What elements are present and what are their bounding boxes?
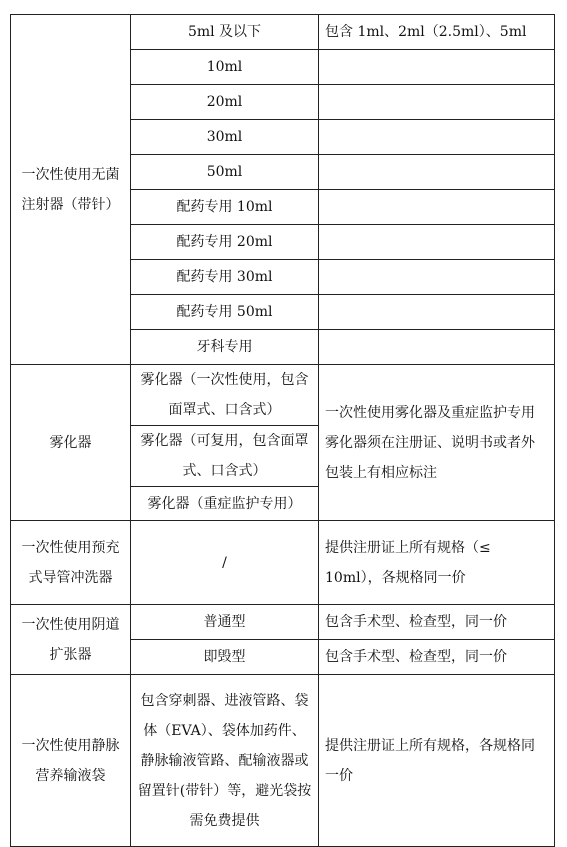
note-cell-empty [319, 225, 555, 260]
note-cell: 一次性使用雾化器及重症监护专用雾化器须在注册证、说明书或者外包装上有相应标注 [319, 365, 555, 521]
spec-cell: / [131, 521, 319, 605]
category-label: 一次性使用无菌注射器（带针） [21, 166, 120, 213]
spec-cell: 5ml 及以下 [131, 15, 319, 50]
note-cell: 提供注册证上所有规格（≤ 10ml），各规格同一价 [319, 521, 555, 605]
spec-cell: 普通型 [131, 605, 319, 640]
category-cell-syringe [11, 15, 131, 365]
spec-cell: 包含穿刺器、进液管路、袋体（EVA）、袋体加药件、静脉输液管路、配输液器或留置针(带针）等，避光袋按需免费提供 [131, 675, 319, 847]
note-cell: 包含手术型、检查型，同一价 [319, 640, 555, 675]
spec-cell: 牙科专用 [131, 330, 319, 365]
spec-cell: 即毁型 [131, 640, 319, 675]
note-cell-empty [319, 120, 555, 155]
spec-cell: 雾化器（一次性使用，包含面罩式、口含式） [131, 365, 319, 426]
spec-cell: 配药专用 20ml [131, 225, 319, 260]
spec-cell: 10ml [131, 50, 319, 85]
spec-cell: 30ml [131, 120, 319, 155]
note-cell-empty [319, 85, 555, 120]
spec-cell: 20ml [131, 85, 319, 120]
spec-cell: 雾化器（可复用，包含面罩式、口含式） [131, 426, 319, 487]
spec-cell: 配药专用 30ml [131, 260, 319, 295]
spec-cell: 50ml [131, 155, 319, 190]
category-cell-catheter-flush: 一次性使用预充式导管冲洗器 [11, 521, 131, 605]
note-cell: 包含 1ml、2ml（2.5ml）、5ml [319, 15, 555, 50]
note-cell: 提供注册证上所有规格，各规格同一价 [319, 675, 555, 847]
note-cell-empty [319, 190, 555, 225]
spec-cell: 配药专用 50ml [131, 295, 319, 330]
note-cell-empty [319, 155, 555, 190]
spec-cell: 雾化器（重症监护专用） [131, 487, 319, 521]
category-cell-nebulizer: 雾化器 [11, 365, 131, 521]
category-cell-speculum: 一次性使用阴道扩张器 [11, 605, 131, 675]
note-cell-empty [319, 295, 555, 330]
note-cell-empty [319, 330, 555, 365]
product-spec-table [10, 14, 555, 847]
category-cell-iv-bag: 一次性使用静脉营养输液袋 [11, 675, 131, 847]
note-cell-empty [319, 260, 555, 295]
note-cell-empty [319, 50, 555, 85]
note-cell: 包含手术型、检查型，同一价 [319, 605, 555, 640]
spec-cell: 配药专用 10ml [131, 190, 319, 225]
